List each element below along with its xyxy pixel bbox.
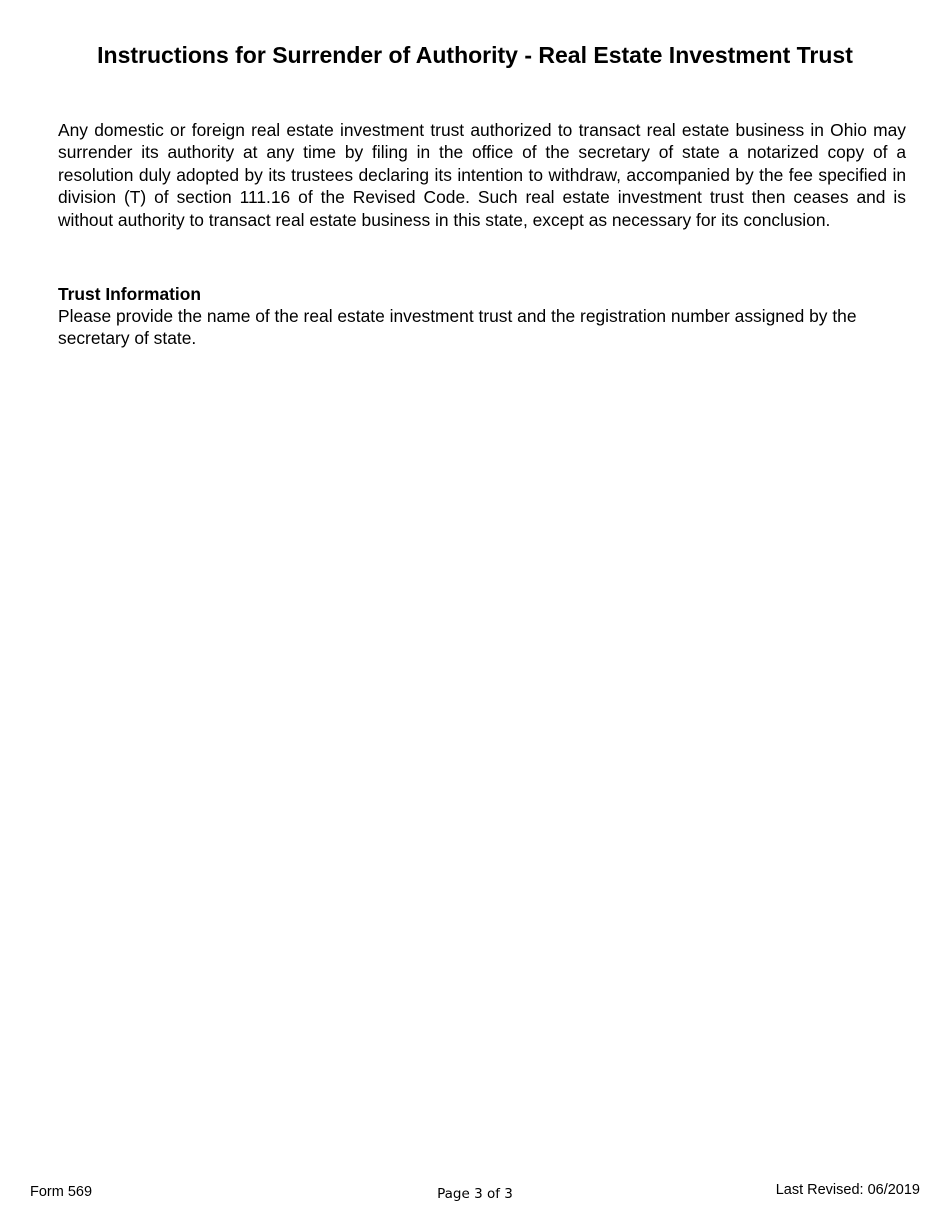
intro-paragraph: Any domestic or foreign real estate investment trust authorized to transact real estate business in Ohio may surrender its authority at any time by filing in the office of the secretary of state a notarized copy of a resolution duly adopted by its trustees declaring its intention to withdraw, accompanied by the fee specified in division (T) of section 111.16 of the Revised Code. Such real estate investment trust then ceases and is without authority to transact real estate business in this state, except as necessary for its conclusion. — [58, 120, 906, 230]
page-title: Instructions for Surrender of Authority - Real Estate Investment Trust — [97, 42, 853, 68]
footer-page-indicator: Page 3 of 3 — [437, 1186, 513, 1202]
footer-form-number: Form 569 — [30, 1184, 93, 1200]
section-body-trust-information: Please provide the name of the real estate investment trust and the registration number assigned by the secretary of state. — [58, 306, 857, 349]
footer-last-revised: Last Revised: 06/2019 — [775, 1182, 920, 1198]
section-heading-trust-information: Trust Information — [58, 284, 201, 304]
